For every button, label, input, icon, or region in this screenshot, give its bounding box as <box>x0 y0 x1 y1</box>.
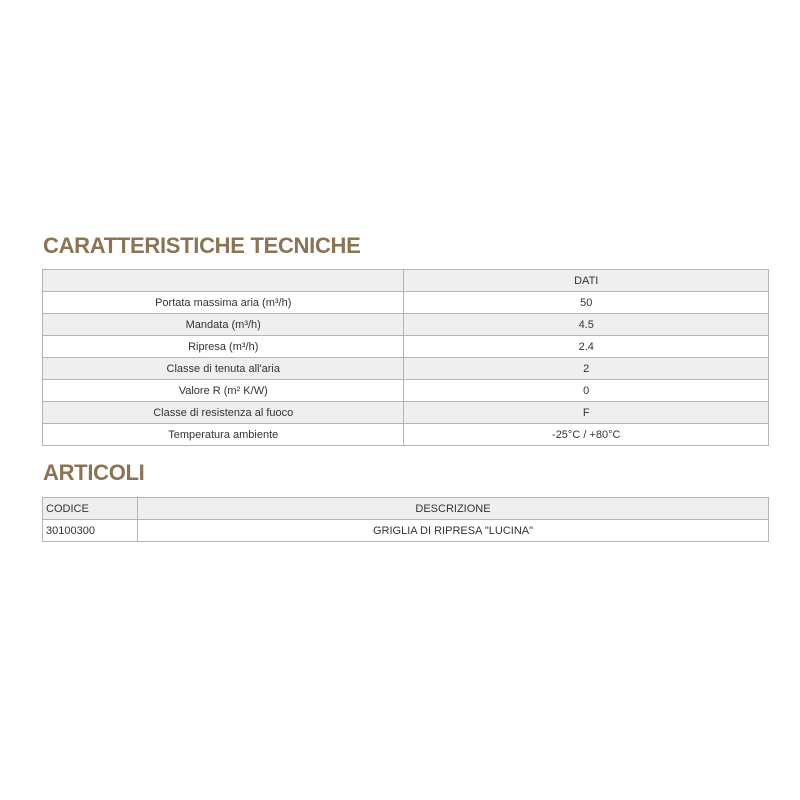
header-description-cell: DESCRIZIONE <box>138 498 769 520</box>
article-code: 30100300 <box>43 520 138 542</box>
table-row <box>43 292 769 314</box>
table-row <box>43 358 769 380</box>
articles-heading: ARTICOLI <box>43 460 145 485</box>
spec-value: F <box>404 402 769 424</box>
spec-label: Classe di resistenza al fuoco <box>43 402 404 424</box>
table-row <box>43 424 769 446</box>
spec-label: Temperatura ambiente <box>43 424 404 446</box>
articles-table <box>42 497 769 542</box>
spec-label: Mandata (m³/h) <box>43 314 404 336</box>
spec-value: 2.4 <box>404 336 769 358</box>
table-row <box>43 380 769 402</box>
table-header-row <box>43 498 769 520</box>
spec-value: 4.5 <box>404 314 769 336</box>
spec-label: Valore R (m² K/W) <box>43 380 404 402</box>
header-value-cell: DATI <box>404 270 769 292</box>
spec-value: -25°C / +80°C <box>404 424 769 446</box>
article-description: GRIGLIA DI RIPRESA "LUCINA" <box>138 520 769 542</box>
table-header-row <box>43 270 769 292</box>
technical-specs-table <box>42 269 769 446</box>
table-row <box>43 314 769 336</box>
table-row <box>43 402 769 424</box>
spec-label: Portata massima aria (m³/h) <box>43 292 404 314</box>
header-label-cell <box>43 270 404 292</box>
header-code-cell: CODICE <box>43 498 138 520</box>
technical-specs-heading: CARATTERISTICHE TECNICHE <box>43 233 361 258</box>
spec-label: Classe di tenuta all'aria <box>43 358 404 380</box>
table-row <box>43 336 769 358</box>
spec-value: 50 <box>404 292 769 314</box>
spec-value: 2 <box>404 358 769 380</box>
spec-label: Ripresa (m³/h) <box>43 336 404 358</box>
spec-value: 0 <box>404 380 769 402</box>
table-row <box>43 520 769 542</box>
